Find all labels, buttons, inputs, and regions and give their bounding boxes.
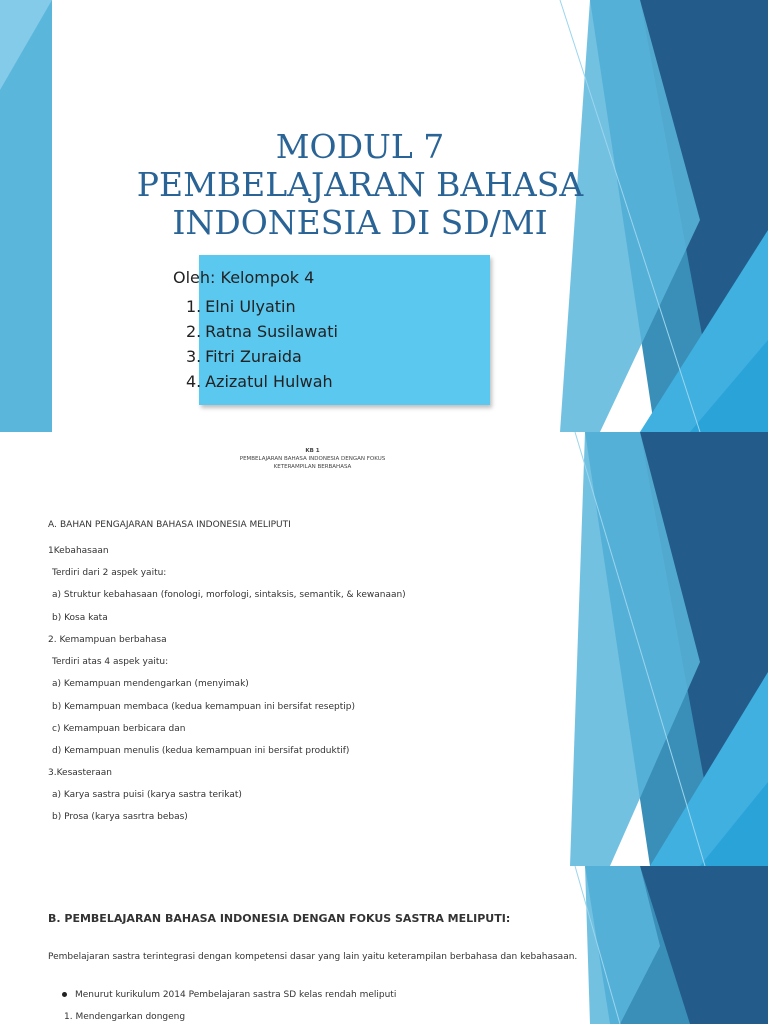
bullet-icon — [62, 992, 67, 997]
bullet-text: Menurut kurikulum 2014 Pembelajaran sastra SD kelas rendah meliputi — [75, 990, 397, 1000]
content-line: b) Kosa kata — [52, 613, 108, 623]
content-line: c) Kemampuan berbicara dan — [52, 724, 186, 734]
page-title — [90, 128, 630, 242]
section-heading-a — [48, 520, 291, 530]
list-item: 1. Mendengarkan dongeng — [64, 1012, 186, 1022]
title-line: PEMBELAJARAN BAHASA — [136, 165, 584, 204]
author-name: Ratna Susilawati — [205, 322, 338, 341]
content-line: 1Kebahasaan — [48, 546, 109, 556]
section-letter: A. — [48, 520, 57, 530]
title-line: INDONESIA DI SD/MI — [172, 203, 548, 242]
authors-label: Oleh: Kelompok 4 — [173, 268, 315, 287]
kb-title: KETERAMPILAN BERBAHASA — [273, 464, 352, 470]
slide-title — [0, 0, 768, 432]
authors-list — [186, 294, 338, 394]
author-item — [186, 319, 338, 344]
content-line: a) Kemampuan mendengarkan (menyimak) — [52, 679, 249, 689]
slide-decoration — [0, 866, 768, 1024]
content-line: b) Kemampuan membaca (kedua kemampuan ini bersifat reseptip) — [52, 702, 355, 712]
slide-decoration — [0, 432, 768, 866]
bullet-item — [62, 990, 396, 1000]
author-name: Azizatul Hulwah — [205, 372, 333, 391]
slide-content-b — [0, 866, 768, 1024]
section-paragraph: Pembelajaran sastra terintegrasi dengan kompetensi dasar yang lain yaitu keterampilan berbahasa dan kebahasaan. — [48, 952, 578, 962]
content-line: a) Karya sastra puisi (karya sastra terikat) — [52, 790, 242, 800]
content-line: Terdiri dari 2 aspek yaitu: — [52, 568, 167, 578]
kb-label: KB 1 — [305, 448, 320, 454]
author-number: 1. — [186, 297, 202, 316]
author-item — [186, 369, 338, 394]
author-item — [186, 344, 338, 369]
author-name: Elni Ulyatin — [205, 297, 296, 316]
content-line: b) Prosa (karya sasrtra bebas) — [52, 812, 188, 822]
content-line: a) Struktur kebahasaan (fonologi, morfologi, sintaksis, semantik, & kewanaan) — [52, 590, 406, 600]
author-item — [186, 294, 338, 319]
content-line: d) Kemampuan menulis (kedua kemampuan ini bersifat produktif) — [52, 746, 350, 756]
content-line: Terdiri atas 4 aspek yaitu: — [52, 657, 169, 667]
author-number: 4. — [186, 372, 202, 391]
author-number: 3. — [186, 347, 202, 366]
section-heading-b: B. PEMBELAJARAN BAHASA INDONESIA DENGAN FOKUS SASTRA MELIPUTI: — [48, 912, 511, 925]
title-line: MODUL 7 — [275, 127, 445, 166]
author-name: Fitri Zuraida — [205, 347, 302, 366]
kb-heading — [200, 447, 425, 471]
author-number: 2. — [186, 322, 202, 341]
section-title: BAHAN PENGAJARAN BAHASA INDONESIA MELIPUTI — [60, 520, 291, 530]
content-line: 2. Kemampuan berbahasa — [48, 635, 167, 645]
content-line: 3.Kesasteraan — [48, 768, 112, 778]
slide-content-a — [0, 432, 768, 866]
kb-title: PEMBELAJARAN BAHASA INDONESIA DENGAN FOKUS — [239, 456, 386, 462]
